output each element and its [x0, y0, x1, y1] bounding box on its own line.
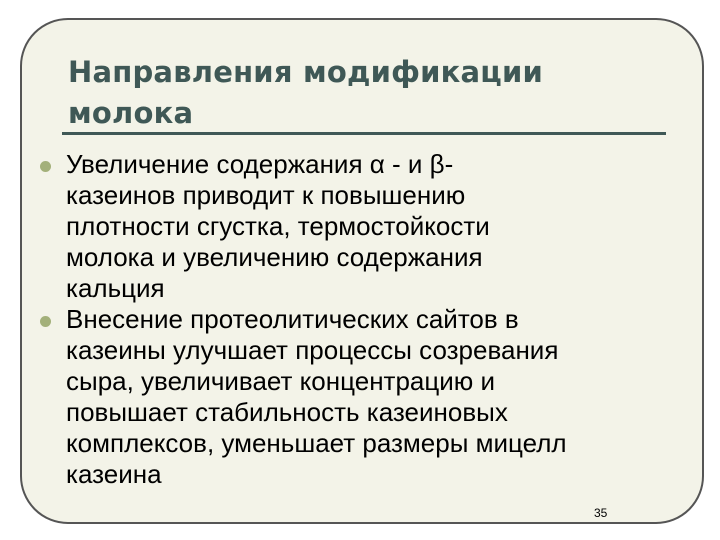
- bullet-text-line: кальция: [66, 273, 165, 303]
- bullet-text-line: казеина: [66, 459, 162, 489]
- bullet-dot-icon: [40, 316, 51, 327]
- title-underline: [62, 132, 666, 135]
- bullet-text-line: плотности сгустка, термостойкости: [66, 211, 490, 241]
- bullet-list: [40, 149, 700, 490]
- bullet-text-line: комплексов, уменьшает размеры мицелл: [66, 428, 567, 458]
- slide-title: [68, 52, 648, 134]
- bullet-item: [40, 149, 700, 304]
- bullet-text-line: молока и увеличению содержания: [66, 242, 483, 272]
- slide-title-line: молока: [68, 96, 194, 130]
- bullet-dot-icon: [40, 161, 51, 172]
- bullet-text-line: Увеличение содержания α - и β-: [66, 149, 454, 179]
- bullet-text-line: повышает стабильность казеиновых: [66, 397, 508, 427]
- bullet-text-line: казеинов приводит к повышению: [66, 180, 466, 210]
- bullet-text-line: сыра, увеличивает концентрацию и: [66, 366, 496, 396]
- page-number: 35: [594, 506, 608, 520]
- bullet-item: [40, 304, 700, 490]
- slide-title-line: Направления модификации: [68, 55, 543, 89]
- bullet-text-line: Внесение протеолитических сайтов в: [66, 304, 519, 334]
- bullet-text-line: казеины улучшает процессы созревания: [66, 335, 559, 365]
